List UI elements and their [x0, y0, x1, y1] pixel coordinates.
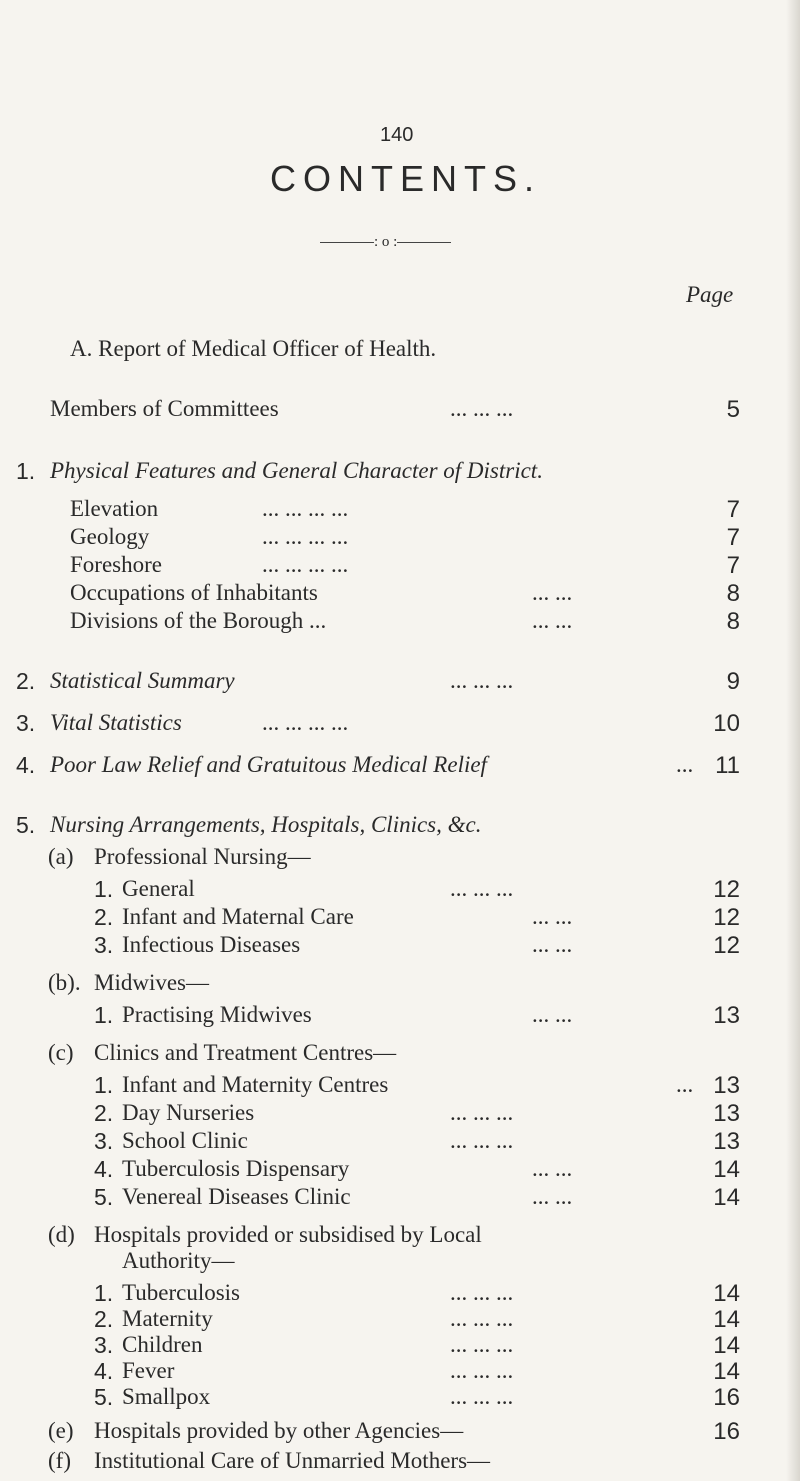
section-5-number: 5. — [16, 812, 36, 838]
toc-entry-dots: ... ... ... — [450, 1280, 514, 1305]
subsection-letter: (d) — [48, 1222, 75, 1247]
toc-entry-page: 12 — [713, 876, 740, 903]
subsection-letter: (a) — [48, 844, 74, 869]
toc-entry-number: 4. — [94, 1156, 114, 1182]
subsection-title: Professional Nursing— — [94, 844, 311, 869]
toc-entry-page: 7 — [726, 552, 740, 579]
toc-entry-page: 12 — [713, 904, 740, 931]
section-2-dots: ... ... ... — [450, 668, 514, 693]
toc-entry-page: 14 — [713, 1358, 740, 1385]
toc-entry-label: Day Nurseries — [122, 1100, 255, 1125]
committees-dots: ... ... ... — [450, 396, 514, 421]
toc-entry-number: 1. — [94, 1280, 114, 1306]
subsection-letter: (f) — [48, 1448, 71, 1473]
toc-entry-dots: ... ... ... ... — [262, 524, 349, 549]
toc-entry-dots: ... ... ... ... — [262, 496, 349, 521]
section-3-dots: ... ... ... ... — [262, 710, 349, 735]
toc-entry-page: 7 — [726, 524, 740, 551]
section-3-title: Vital Statistics — [50, 710, 182, 735]
section-2-page: 9 — [726, 668, 740, 695]
committees-entry: Members of Committees — [50, 396, 279, 421]
toc-entry-label: Occupations of Inhabitants — [70, 580, 318, 605]
toc-entry-dots: ... ... ... ... — [262, 552, 349, 577]
toc-entry-page: 16 — [713, 1384, 740, 1411]
page-column-heading: Page — [686, 282, 734, 307]
toc-entry-label: Divisions of the Borough ... — [70, 608, 327, 633]
toc-entry-number: 2. — [94, 1100, 114, 1126]
toc-entry-number: 3. — [94, 932, 114, 958]
toc-entry-page: 16 — [713, 1418, 740, 1445]
subsection-title: Midwives— — [94, 970, 209, 995]
page-edge-shadow — [786, 0, 800, 1481]
toc-entry-label: General — [122, 876, 195, 901]
section-a-heading: A. Report of Medical Officer of Health. — [70, 336, 437, 361]
page-title: CONTENTS. — [270, 158, 542, 199]
toc-entry-dots: ... ... ... — [450, 1332, 514, 1357]
section-3-page: 10 — [713, 710, 740, 737]
toc-entry-label: Tuberculosis Dispensary — [122, 1156, 350, 1181]
toc-entry-dots: ... ... — [532, 580, 573, 605]
toc-entry-dots: ... ... ... — [450, 1306, 514, 1331]
toc-entry-label: Foreshore — [70, 552, 162, 577]
toc-entry-number: 2. — [94, 904, 114, 930]
toc-entry-number: 3. — [94, 1128, 114, 1154]
section-1-number: 1. — [16, 458, 36, 484]
subsection-letter: (c) — [48, 1040, 74, 1065]
section-4-title: Poor Law Relief and Gratuitous Medical Relief — [50, 752, 487, 777]
toc-entry-page: 14 — [713, 1306, 740, 1333]
toc-entry-number: 1. — [94, 1002, 114, 1028]
subsection-letter: (b). — [48, 970, 81, 995]
toc-entry-dots: ... ... — [532, 1184, 573, 1209]
toc-entry-dots: ... ... ... — [450, 1100, 514, 1125]
toc-entry-label: Tuberculosis — [122, 1280, 240, 1305]
toc-entry-number: 5. — [94, 1184, 114, 1210]
toc-entry-dots: ... — [676, 1072, 694, 1097]
toc-entry-dots: ... ... — [532, 1156, 573, 1181]
subsection-title-continued: Authority— — [122, 1248, 235, 1273]
toc-entry-number: 2. — [94, 1306, 114, 1332]
toc-entry-label: School Clinic — [122, 1128, 248, 1153]
toc-entry-label: Smallpox — [122, 1384, 211, 1409]
section-4-dots: ... — [676, 752, 694, 777]
section-4-page: 11 — [715, 752, 740, 779]
toc-entry-dots: ... ... ... — [450, 1358, 514, 1383]
toc-entry-dots: ... ... ... — [450, 1384, 514, 1409]
toc-entry-number: 3. — [94, 1332, 114, 1358]
committees-page: 5 — [726, 396, 740, 423]
subsection-title: Institutional Care of Unmarried Mothers— — [94, 1448, 491, 1473]
toc-entry-dots: ... ... — [532, 904, 573, 929]
toc-entry-label: Infant and Maternity Centres — [122, 1072, 389, 1097]
section-4-number: 4. — [16, 752, 36, 778]
subsection-title: Hospitals provided or subsidised by Local — [94, 1222, 482, 1247]
toc-entry-label: Infectious Diseases — [122, 932, 301, 957]
toc-entry-page: 14 — [713, 1332, 740, 1359]
toc-entry-number: 1. — [94, 1072, 114, 1098]
toc-entry-dots: ... ... ... — [450, 876, 514, 901]
subsection-title: Clinics and Treatment Centres— — [94, 1040, 397, 1065]
toc-entry-number: 4. — [94, 1358, 114, 1384]
toc-entry-label: Fever — [122, 1358, 175, 1383]
toc-entry-label: Geology — [70, 524, 150, 549]
toc-entry-label: Maternity — [122, 1306, 213, 1331]
section-3-number: 3. — [16, 710, 36, 736]
toc-entry-page: 13 — [713, 1100, 740, 1127]
page-number: 140 — [380, 124, 414, 146]
toc-entry-label: Practising Midwives — [122, 1002, 312, 1027]
toc-entry-number: 5. — [94, 1384, 114, 1410]
toc-entry-dots: ... ... ... — [450, 1128, 514, 1153]
toc-entry-dots: ... ... — [532, 608, 573, 633]
title-separator: : o : — [320, 234, 451, 251]
toc-entry-number: 1. — [94, 876, 114, 902]
toc-entry-page: 14 — [713, 1280, 740, 1307]
toc-entry-page: 13 — [713, 1072, 740, 1099]
section-5-title: Nursing Arrangements, Hospitals, Clinics, &c. — [50, 812, 482, 837]
toc-entry-label: Infant and Maternal Care — [122, 904, 354, 929]
section-2-number: 2. — [16, 668, 36, 694]
toc-entry-label: Elevation — [70, 496, 159, 521]
toc-entry-page: 14 — [713, 1156, 740, 1183]
toc-entry-dots: ... ... — [532, 1002, 573, 1027]
toc-entry-page: 8 — [726, 580, 740, 607]
toc-entry-page: 13 — [713, 1002, 740, 1029]
toc-entry-label: Venereal Diseases Clinic — [122, 1184, 351, 1209]
toc-entry-dots: ... ... — [532, 932, 573, 957]
toc-entry-page: 7 — [726, 496, 740, 523]
section-1-title: Physical Features and General Character of District. — [50, 458, 543, 483]
toc-entry-page: 8 — [726, 608, 740, 635]
toc-entry-page: 13 — [713, 1128, 740, 1155]
toc-entry-page: 14 — [713, 1184, 740, 1211]
subsection-letter: (e) — [48, 1418, 74, 1443]
toc-entry-page: 12 — [713, 932, 740, 959]
section-2-title: Statistical Summary — [50, 668, 235, 693]
subsection-title: Hospitals provided by other Agencies— — [94, 1418, 464, 1443]
toc-entry-label: Children — [122, 1332, 203, 1357]
